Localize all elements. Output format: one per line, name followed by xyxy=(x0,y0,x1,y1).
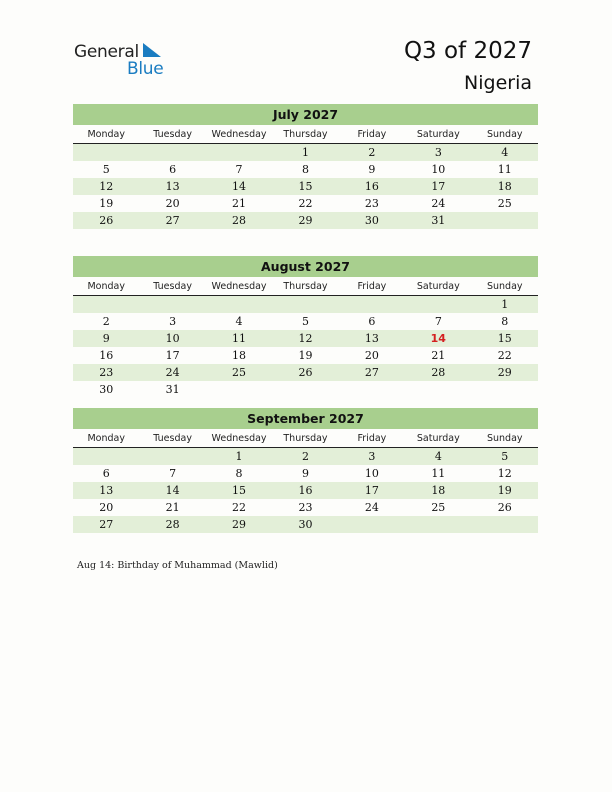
day-cell: 5 xyxy=(301,315,309,328)
day-cell: 22 xyxy=(298,197,313,210)
day-cell: 18 xyxy=(431,484,446,497)
week-row xyxy=(73,516,538,533)
day-cell: 16 xyxy=(298,484,313,497)
day-cell: 17 xyxy=(364,484,379,497)
day-cell: 21 xyxy=(431,349,446,362)
day-cell: 27 xyxy=(165,214,180,227)
day-cell: 12 xyxy=(497,467,512,480)
day-cell xyxy=(73,448,139,465)
logo-text-blue: Blue xyxy=(127,59,164,79)
day-cell: 31 xyxy=(431,214,446,227)
day-cell: 29 xyxy=(298,214,313,227)
week-row xyxy=(73,364,538,381)
day-cell: 8 xyxy=(301,163,309,176)
week-row xyxy=(73,482,538,499)
day-cell: 20 xyxy=(99,501,114,514)
day-cell: 13 xyxy=(165,180,180,193)
month-calendar-august xyxy=(73,256,538,398)
day-cell: 7 xyxy=(169,467,177,480)
day-cell: 3 xyxy=(368,450,376,463)
week-row xyxy=(73,313,538,330)
day-cell: 5 xyxy=(501,450,509,463)
day-cell: 1 xyxy=(501,298,509,311)
day-cell: 28 xyxy=(431,366,446,379)
day-cell: 28 xyxy=(165,518,180,531)
weekday-label: Friday xyxy=(357,433,387,444)
day-cell: 2 xyxy=(301,450,309,463)
weekday-label: Thursday xyxy=(283,433,328,444)
day-cell xyxy=(272,381,338,398)
day-cell: 6 xyxy=(169,163,177,176)
day-cell: 19 xyxy=(99,197,114,210)
day-cell: 25 xyxy=(497,197,512,210)
day-cell: 14 xyxy=(232,180,247,193)
day-cell: 2 xyxy=(102,315,110,328)
day-cell xyxy=(405,381,471,398)
month-title: August 2027 xyxy=(73,256,538,277)
week-row xyxy=(73,448,538,465)
day-cell xyxy=(139,144,205,161)
day-cell: 11 xyxy=(431,467,446,480)
logo-triangle-icon xyxy=(141,43,163,59)
day-cell: 24 xyxy=(165,366,180,379)
day-cell: 23 xyxy=(298,501,313,514)
day-cell: 26 xyxy=(497,501,512,514)
day-cell: 16 xyxy=(99,349,114,362)
weekday-label: Wednesday xyxy=(211,433,267,444)
day-cell xyxy=(139,448,205,465)
day-cell: 23 xyxy=(364,197,379,210)
day-cell: 25 xyxy=(232,366,247,379)
day-cell: 1 xyxy=(301,146,309,159)
weekday-label: Friday xyxy=(357,281,387,292)
weekday-label: Wednesday xyxy=(211,129,267,140)
weekday-header-row xyxy=(73,430,538,448)
country-name: Nigeria xyxy=(464,72,532,94)
weekday-label: Monday xyxy=(87,281,125,292)
day-cell: 25 xyxy=(431,501,446,514)
day-cell: 9 xyxy=(102,332,110,345)
day-cell: 26 xyxy=(99,214,114,227)
week-row xyxy=(73,144,538,161)
weekday-label: Tuesday xyxy=(153,281,192,292)
week-row xyxy=(73,212,538,229)
weekday-label: Sunday xyxy=(486,129,523,140)
day-cell: 23 xyxy=(99,366,114,379)
day-cell: 8 xyxy=(235,467,243,480)
month-title: July 2027 xyxy=(73,104,538,125)
weekday-label: Thursday xyxy=(283,281,328,292)
day-cell: 30 xyxy=(298,518,313,531)
day-cell: 13 xyxy=(99,484,114,497)
day-cell: 15 xyxy=(298,180,313,193)
weekday-label: Tuesday xyxy=(153,129,192,140)
day-cell: 17 xyxy=(431,180,446,193)
day-cell: 27 xyxy=(99,518,114,531)
day-cell: 12 xyxy=(298,332,313,345)
month-calendar-september xyxy=(73,408,538,533)
weekday-label: Thursday xyxy=(283,129,328,140)
day-cell: 5 xyxy=(102,163,110,176)
day-cell: 3 xyxy=(434,146,442,159)
day-cell: 16 xyxy=(364,180,379,193)
weekday-label: Saturday xyxy=(416,281,460,292)
day-cell: 10 xyxy=(165,332,180,345)
day-cell: 7 xyxy=(434,315,442,328)
day-cell: 11 xyxy=(497,163,512,176)
weekday-header-row xyxy=(73,278,538,296)
week-row xyxy=(73,347,538,364)
day-cell: 17 xyxy=(165,349,180,362)
day-cell: 19 xyxy=(298,349,313,362)
day-cell: 20 xyxy=(165,197,180,210)
day-cell xyxy=(206,296,272,313)
day-cell: 26 xyxy=(298,366,313,379)
day-cell xyxy=(339,516,405,533)
day-cell xyxy=(73,296,139,313)
day-cell: 13 xyxy=(364,332,379,345)
day-cell: 29 xyxy=(232,518,247,531)
week-row xyxy=(73,499,538,516)
day-cell xyxy=(472,212,538,229)
week-row xyxy=(73,178,538,195)
day-cell xyxy=(206,381,272,398)
month-calendar-july xyxy=(73,104,538,229)
logo xyxy=(74,42,174,82)
day-cell: 18 xyxy=(497,180,512,193)
day-cell: 21 xyxy=(232,197,247,210)
day-cell: 22 xyxy=(232,501,247,514)
weekday-header-row xyxy=(73,126,538,144)
day-cell: 12 xyxy=(99,180,114,193)
day-cell: 18 xyxy=(232,349,247,362)
day-cell: 4 xyxy=(434,450,442,463)
day-cell: 22 xyxy=(497,349,512,362)
day-cell xyxy=(272,296,338,313)
week-row xyxy=(73,296,538,313)
day-cell: 10 xyxy=(431,163,446,176)
day-cell: 29 xyxy=(497,366,512,379)
day-cell: 15 xyxy=(497,332,512,345)
day-cell xyxy=(405,516,471,533)
day-cell: 1 xyxy=(235,450,243,463)
holiday-day-cell: 14 xyxy=(430,332,446,345)
day-cell xyxy=(339,381,405,398)
day-cell: 8 xyxy=(501,315,509,328)
day-cell: 30 xyxy=(99,383,114,396)
day-cell: 11 xyxy=(232,332,247,345)
day-cell: 7 xyxy=(235,163,243,176)
day-cell xyxy=(206,144,272,161)
week-row xyxy=(73,465,538,482)
weekday-label: Sunday xyxy=(486,281,523,292)
day-cell: 4 xyxy=(501,146,509,159)
day-cell xyxy=(472,516,538,533)
day-cell: 10 xyxy=(364,467,379,480)
weekday-label: Wednesday xyxy=(211,281,267,292)
day-cell xyxy=(472,381,538,398)
day-cell: 14 xyxy=(165,484,180,497)
day-cell: 15 xyxy=(232,484,247,497)
day-cell: 31 xyxy=(165,383,180,396)
weekday-label: Saturday xyxy=(416,433,460,444)
weekday-label: Sunday xyxy=(486,433,523,444)
day-cell: 24 xyxy=(431,197,446,210)
day-cell: 4 xyxy=(235,315,243,328)
weekday-label: Friday xyxy=(357,129,387,140)
week-row xyxy=(73,330,538,347)
week-row xyxy=(73,195,538,212)
day-cell: 21 xyxy=(165,501,180,514)
day-cell: 20 xyxy=(364,349,379,362)
day-cell: 2 xyxy=(368,146,376,159)
week-row xyxy=(73,161,538,178)
day-cell xyxy=(73,144,139,161)
logo-text-general: General xyxy=(74,42,139,62)
day-cell xyxy=(339,296,405,313)
day-cell: 9 xyxy=(368,163,376,176)
weekday-label: Monday xyxy=(87,433,125,444)
weekday-label: Tuesday xyxy=(153,433,192,444)
day-cell: 30 xyxy=(364,214,379,227)
day-cell: 27 xyxy=(364,366,379,379)
day-cell xyxy=(139,296,205,313)
day-cell: 6 xyxy=(368,315,376,328)
month-title: September 2027 xyxy=(73,408,538,429)
weekday-label: Saturday xyxy=(416,129,460,140)
day-cell xyxy=(405,296,471,313)
quarter-title: Q3 of 2027 xyxy=(403,38,532,64)
day-cell: 6 xyxy=(102,467,110,480)
day-cell: 19 xyxy=(497,484,512,497)
day-cell: 28 xyxy=(232,214,247,227)
day-cell: 24 xyxy=(364,501,379,514)
weekday-label: Monday xyxy=(87,129,125,140)
week-row xyxy=(73,381,538,398)
holiday-note: Aug 14: Birthday of Muhammad (Mawlid) xyxy=(77,560,278,571)
day-cell: 3 xyxy=(169,315,177,328)
day-cell: 9 xyxy=(301,467,309,480)
